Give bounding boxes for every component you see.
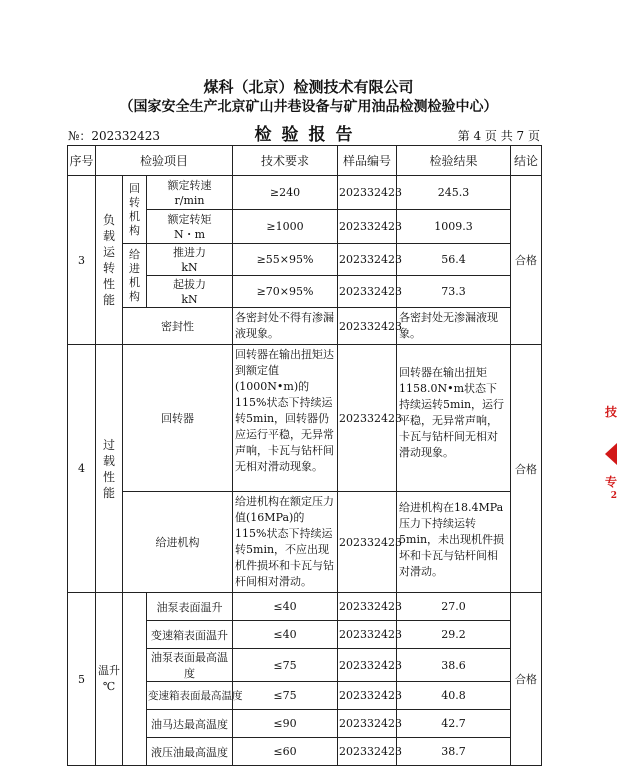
requirement: ≤60 xyxy=(233,738,338,766)
table-row xyxy=(68,345,542,492)
requirement: ≤75 xyxy=(233,682,338,710)
row-number: 3 xyxy=(68,176,96,345)
requirement: ≥55×95% xyxy=(233,244,338,276)
result: 各密封处无渗漏液现象。 xyxy=(397,308,511,345)
blank-cell xyxy=(123,593,147,766)
item-name: 额定转速 r/min xyxy=(147,176,233,210)
sample-id: 202332423 xyxy=(338,738,397,766)
seal-char: 专 xyxy=(604,475,617,489)
row-number: 4 xyxy=(68,345,96,593)
org-subtitle: （国家安全生产北京矿山井巷设备与矿用油品检测检验中心） xyxy=(119,99,498,115)
subgroup-label: 给 进 机 构 xyxy=(123,244,147,308)
sample-id: 202332423 xyxy=(338,210,397,244)
table-row xyxy=(68,593,542,621)
column-header: 检验项目 xyxy=(96,146,233,176)
seal-char: 技 xyxy=(604,405,617,419)
table-header-row xyxy=(68,146,542,176)
seal-arrow-icon xyxy=(605,443,617,465)
result: 40.8 xyxy=(397,682,511,710)
item-name: 油马达最高温度 xyxy=(147,710,233,738)
item-name: 变速箱表面温升 xyxy=(147,621,233,649)
column-header: 序号 xyxy=(68,146,96,176)
requirement: ≥240 xyxy=(233,176,338,210)
sample-id: 202332423 xyxy=(338,244,397,276)
item-name: 起拔力 kN xyxy=(147,276,233,308)
item-name: 给进机构 xyxy=(123,492,233,593)
requirement: ≤40 xyxy=(233,593,338,621)
report-number: №：202332423 xyxy=(68,129,161,143)
requirement: ≥1000 xyxy=(233,210,338,244)
page-title: 检验报告 xyxy=(254,125,363,145)
conclusion: 合格 xyxy=(511,593,542,766)
table-row xyxy=(68,244,542,276)
inspection-table xyxy=(67,145,542,766)
sample-id: 202332423 xyxy=(338,492,397,593)
result: 27.0 xyxy=(397,593,511,621)
result: 38.6 xyxy=(397,649,511,682)
requirement: ≥70×95% xyxy=(233,276,338,308)
result: 38.7 xyxy=(397,738,511,766)
requirement: 回转器在输出扭矩达到额定值(1000N•m)的115%状态下持续运转5min，回转器仍应运行平稳，无异常声响，卡瓦与钻杆间无相对滑动现象。 xyxy=(233,345,338,492)
sample-id: 202332423 xyxy=(338,308,397,345)
table-row xyxy=(68,492,542,593)
result: 245.3 xyxy=(397,176,511,210)
page-indicator: 第 4 页 共 7 页 xyxy=(457,129,540,143)
requirement: 给进机构在额定压力值(16MPa)的115%状态下持续运转5min，不应出现机件损坏和卡瓦与钻杆间相对滑动。 xyxy=(233,492,338,593)
result: 1009.3 xyxy=(397,210,511,244)
requirement: ≤40 xyxy=(233,621,338,649)
column-header: 检验结果 xyxy=(397,146,511,176)
sample-id: 202332423 xyxy=(338,345,397,492)
requirement: ≤75 xyxy=(233,649,338,682)
result: 56.4 xyxy=(397,244,511,276)
column-header: 结论 xyxy=(511,146,542,176)
conclusion: 合格 xyxy=(511,176,542,345)
item-name: 回转器 xyxy=(123,345,233,492)
row-number: 5 xyxy=(68,593,96,766)
item-name: 油泵表面温升 xyxy=(147,593,233,621)
org-name: 煤科（北京）检测技术有限公司 xyxy=(203,78,414,96)
sample-id: 202332423 xyxy=(338,649,397,682)
result: 42.7 xyxy=(397,710,511,738)
group-label: 过 载 性 能 xyxy=(96,345,123,593)
sample-id: 202332423 xyxy=(338,682,397,710)
item-name: 密封性 xyxy=(123,308,233,345)
item-name: 油泵表面最高温度 xyxy=(147,649,233,682)
sample-id: 202332423 xyxy=(338,276,397,308)
requirement: 各密封处不得有渗漏液现象。 xyxy=(233,308,338,345)
result: 给进机构在18.4MPa压力下持续运转5min，未出现机件损坏和卡瓦与钻杆间相对滑动。 xyxy=(397,492,511,593)
column-header: 样品编号 xyxy=(338,146,397,176)
item-name: 推进力 kN xyxy=(147,244,233,276)
requirement: ≤90 xyxy=(233,710,338,738)
result: 回转器在输出扭矩1158.0N•m状态下持续运转5min，运行平稳，无异常声响，卡瓦与钻杆间无相对滑动现象。 xyxy=(397,345,511,492)
sample-id: 202332423 xyxy=(338,710,397,738)
item-name: 液压油最高温度 xyxy=(147,738,233,766)
seal-char: 2 xyxy=(610,491,617,501)
group-label: 负 载 运 转 性 能 xyxy=(96,176,123,345)
seal-fragment xyxy=(603,395,617,515)
group-label: 温升 ℃ xyxy=(96,593,123,766)
sample-id: 202332423 xyxy=(338,593,397,621)
result: 73.3 xyxy=(397,276,511,308)
subgroup-label: 回 转 机 构 xyxy=(123,176,147,244)
table-row xyxy=(68,308,542,345)
column-header: 技术要求 xyxy=(233,146,338,176)
sample-id: 202332423 xyxy=(338,176,397,210)
sample-id: 202332423 xyxy=(338,621,397,649)
item-name: 额定转矩 N・m xyxy=(147,210,233,244)
table-row xyxy=(68,176,542,210)
item-name: 变速箱表面最高温度 xyxy=(147,682,233,710)
conclusion: 合格 xyxy=(511,345,542,593)
result: 29.2 xyxy=(397,621,511,649)
